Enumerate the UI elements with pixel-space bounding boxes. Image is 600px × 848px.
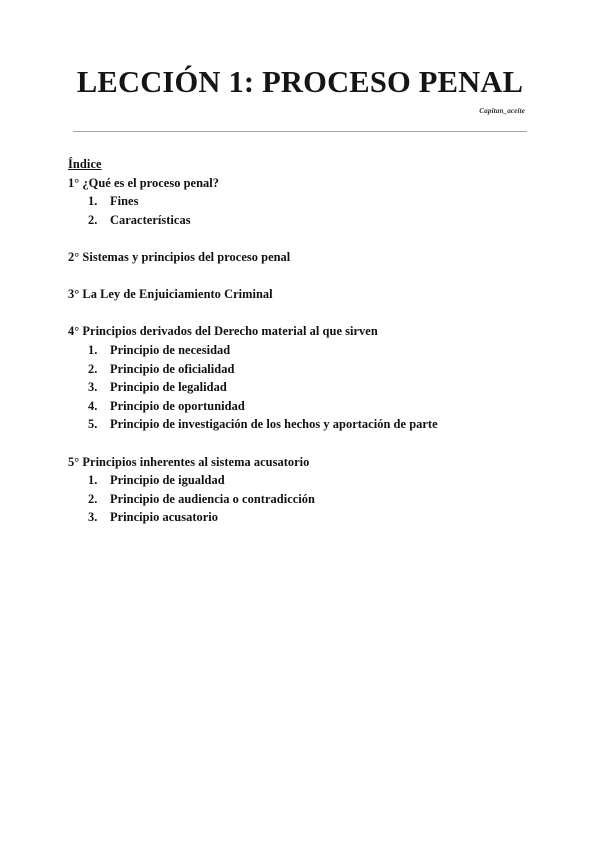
- index-sub-list: [68, 471, 538, 527]
- document-header: [73, 64, 527, 116]
- index-section-title: 3° La Ley de Enjuiciamiento Criminal: [68, 287, 273, 302]
- list-item-label: Principio de oportunidad: [110, 398, 245, 413]
- list-item-label: Principio acusatorio: [110, 510, 219, 525]
- list-item-number: 3.: [88, 380, 98, 395]
- list-item-number: 2.: [88, 212, 98, 227]
- index-sub-list: [68, 341, 538, 434]
- index-heading-block: [68, 155, 538, 174]
- list-item-label: Principio de legalidad: [110, 380, 227, 395]
- list-item-label: Fines: [110, 194, 139, 209]
- list-item: [68, 211, 538, 230]
- index-section: [68, 248, 538, 267]
- index-heading: Índice: [68, 157, 102, 171]
- index-section-title: 1° ¿Qué es el proceso penal?: [68, 175, 220, 190]
- index-section: [68, 174, 538, 230]
- index-sub-list: [68, 192, 538, 229]
- list-item-label: Características: [110, 212, 191, 227]
- list-item: [68, 471, 538, 490]
- list-item-number: 2.: [88, 361, 98, 376]
- list-item-label: Principio de necesidad: [110, 342, 231, 357]
- index-section-title: 4° Principios derivados del Derecho material al que sirven: [68, 324, 378, 339]
- list-item: [68, 508, 538, 527]
- list-item-number: 1.: [88, 473, 98, 488]
- list-item: [68, 360, 538, 379]
- list-item-number: 3.: [88, 510, 98, 525]
- list-item: [68, 415, 538, 434]
- index-section: [68, 285, 538, 304]
- list-item: [68, 397, 538, 416]
- index-section-title: 2° Sistemas y principios del proceso penal: [68, 249, 291, 264]
- list-item: [68, 341, 538, 360]
- page-title: LECCIÓN 1: PROCESO PENAL: [76, 65, 524, 99]
- list-item-number: 2.: [88, 491, 98, 506]
- index-sections: [68, 174, 538, 527]
- list-item: [68, 192, 538, 211]
- list-item: [68, 378, 538, 397]
- author-byline: Capitan_aceite: [479, 107, 525, 115]
- index-section: [68, 453, 538, 527]
- list-item-number: 4.: [88, 398, 98, 413]
- index-section-title: 5° Principios inherentes al sistema acusatorio: [68, 454, 310, 469]
- index-section: [68, 322, 538, 434]
- list-item-number: 1.: [88, 194, 98, 209]
- list-item-label: Principio de igualdad: [110, 473, 225, 488]
- list-item-number: 1.: [88, 342, 98, 357]
- list-item-label: Principio de oficialidad: [110, 361, 235, 376]
- list-item-label: Principio de investigación de los hechos y aportación de parte: [110, 417, 438, 432]
- header-divider: [73, 131, 527, 132]
- index-body: [68, 155, 538, 527]
- list-item-number: 5.: [88, 417, 98, 432]
- list-item: [68, 490, 538, 509]
- list-item-label: Principio de audiencia o contradicción: [110, 491, 315, 506]
